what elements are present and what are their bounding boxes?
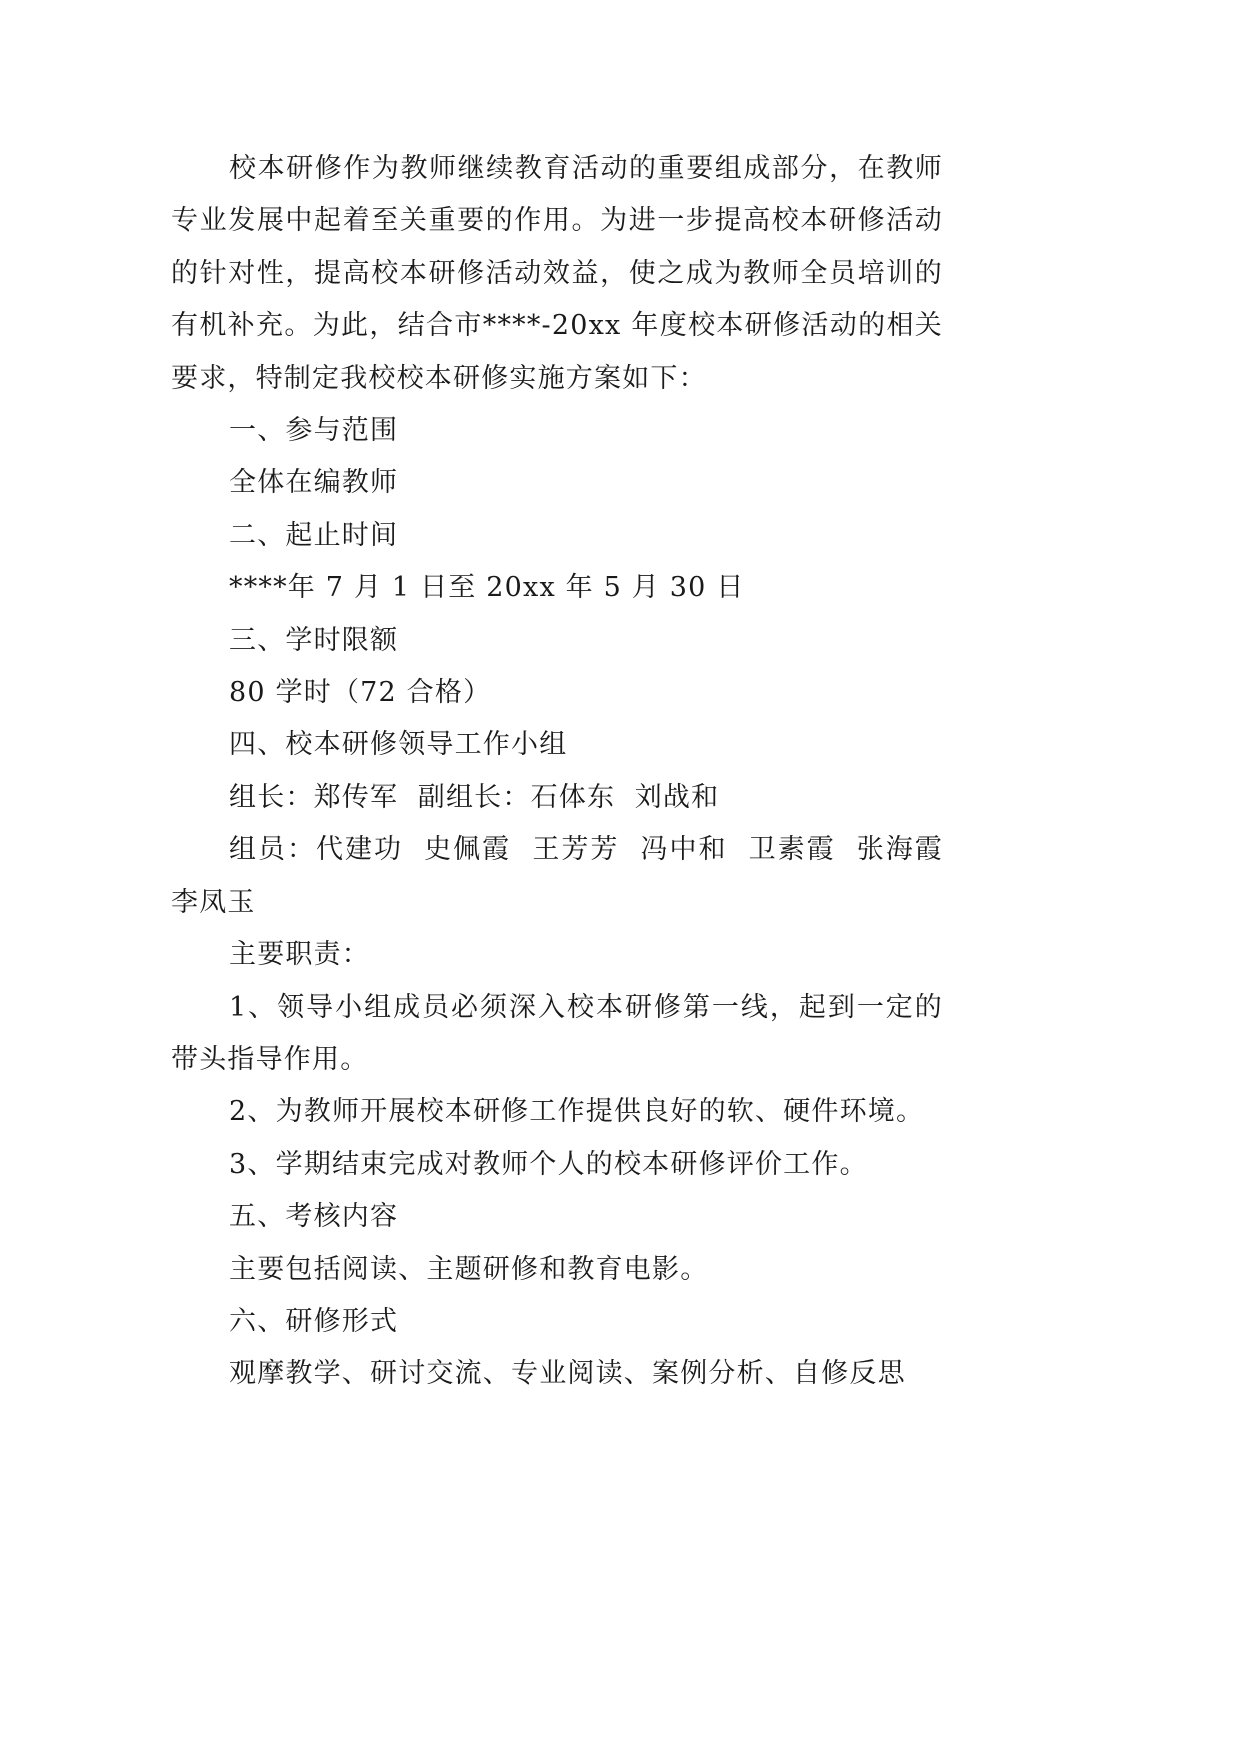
section-heading-period: 二、起止时间	[229, 519, 399, 551]
section-heading-assessment: 五、考核内容	[229, 1201, 399, 1233]
forms-text: 观摩教学、研讨交流、专业阅读、案例分析、自修反思	[229, 1358, 906, 1390]
members-text: 组员：代建功 史佩霞 王芳芳 冯中和 卫素霞 张海霞 李凤玉	[171, 834, 963, 918]
duty-item-3: 3、学期结束完成对教师个人的校本研修评价工作。	[229, 1148, 868, 1180]
assessment-text: 主要包括阅读、主题研修和教育电影。	[229, 1253, 709, 1285]
period-text: ****年 7 月 1 日至 20xx 年 5 月 30 日	[229, 572, 745, 604]
intro-paragraph: 校本研修作为教师继续教育活动的重要组成部分，在教师专业发展中起着至关重要的作用。为进一步提高校本研修活动的针对性，提高校本研修活动效益，使之成为教师全员培训的有机补充。为此，结合市****-20xx 年度校本研修活动的相关要求，特制定我校校本研修实施方案如下：	[171, 153, 943, 394]
document-page	[171, 143, 963, 1401]
hours-text: 80 学时（72 合格）	[229, 677, 492, 709]
duty-item-2: 2、为教师开展校本研修工作提供良好的软、硬件环境。	[229, 1096, 925, 1128]
section-heading-hours: 三、学时限额	[229, 624, 399, 656]
leaders-text: 组长：郑传军 副组长：石体东 刘战和	[229, 781, 720, 813]
section-heading-scope: 一、参与范围	[229, 415, 399, 447]
scope-text: 全体在编教师	[229, 467, 399, 499]
duties-title: 主要职责：	[229, 939, 370, 971]
duty-item-1: 1、领导小组成员必须深入校本研修第一线，起到一定的带头指导作用。	[171, 991, 943, 1075]
section-heading-forms: 六、研修形式	[229, 1305, 399, 1337]
section-heading-leadership: 四、校本研修领导工作小组	[229, 729, 568, 761]
